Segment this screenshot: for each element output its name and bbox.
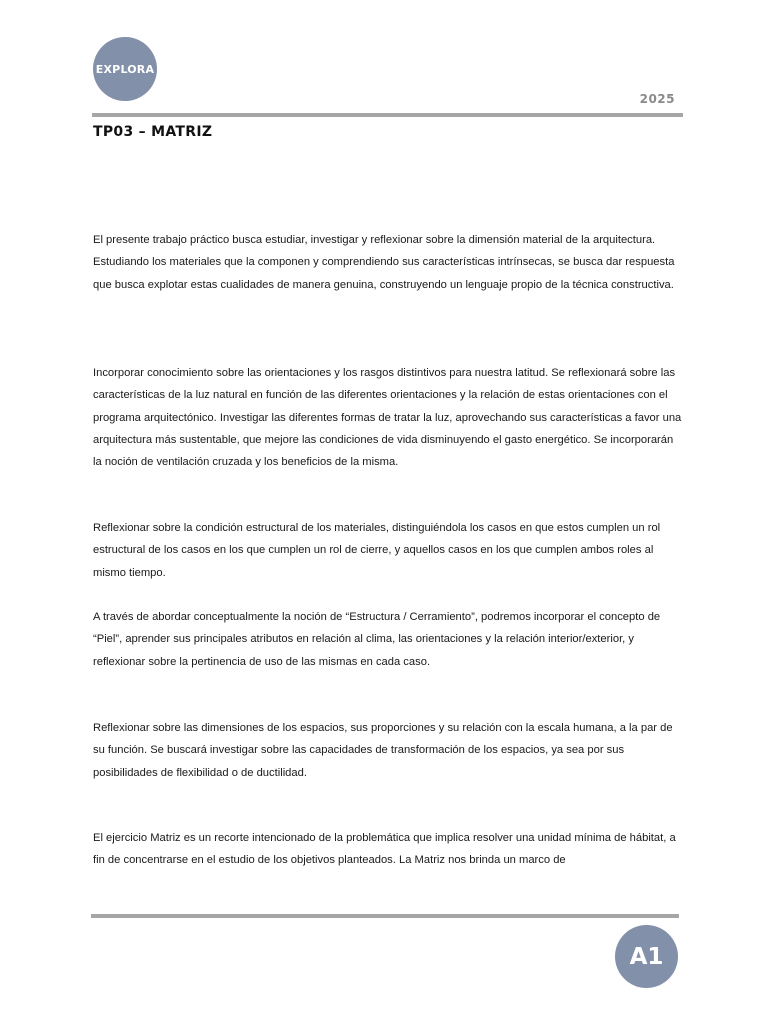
page-label: A1	[629, 943, 664, 970]
paragraph-skin: A través de abordar conceptualmente la noción de “Estructura / Cerramiento”, podremos incorporar el concepto de “Piel”, aprender sus principales atributos en relación al clima, las orientaciones y la relación interior/exterior, y reflexionar sobre la pertinencia de uso de las mismas en cada caso.	[93, 611, 661, 668]
paragraph-orientations: Incorporar conocimiento sobre las orientaciones y los rasgos distintivos para nuestra latitud. Se reflexionará sobre las características de la luz natural en función de las diferentes orientaciones y la relación de estas orientaciones con el programa arquitectónico. Investigar las diferentes formas de tratar la luz, aprovechando sus características a favor una arquitectura más sustentable, que mejore las condiciones de vida disminuyendo el gasto energético. Se incorporarán la noción de ventilación cruzada y los beneficios de la misma.	[93, 367, 682, 469]
logo-text: EXPLORA	[95, 62, 155, 76]
year-label: 2025	[639, 92, 675, 106]
page-title: TP03 – MATRIZ	[93, 124, 213, 140]
paragraph-matrix: El ejercicio Matriz es un recorte intencionado de la problemática que implica resolver una unidad mínima de hábitat, a fin de concentrarse en el estudio de los objetivos planteados. La Matriz nos brinda un marco de	[93, 832, 676, 867]
paragraph-intro: El presente trabajo práctico busca estudiar, investigar y reflexionar sobre la dimensión material de la arquitectura. Estudiando los materiales que la componen y comprendiendo sus características intrínsecas, se busca dar respuesta que busca explotar estas cualidades de manera genuina, construyendo un lenguaje propio de la técnica constructiva.	[93, 234, 675, 291]
paragraph-dimensions: Reflexionar sobre las dimensiones de los espacios, sus proporciones y su relación con la escala humana, a la par de su función. Se buscará investigar sobre las capacidades de transformación de los espacios, ya sea por sus posibilidades de flexibilidad o de ductilidad.	[93, 722, 673, 779]
page-badge	[615, 925, 678, 988]
footer-divider	[91, 914, 679, 918]
header-divider	[92, 113, 683, 117]
explora-logo	[93, 37, 157, 101]
paragraph-structure: Reflexionar sobre la condición estructural de los materiales, distinguiéndola los casos en que estos cumplen un rol estructural de los casos en los que cumplen un rol de cierre, y aquellos casos en los que cumplen ambos roles al mismo tiempo.	[93, 522, 661, 579]
